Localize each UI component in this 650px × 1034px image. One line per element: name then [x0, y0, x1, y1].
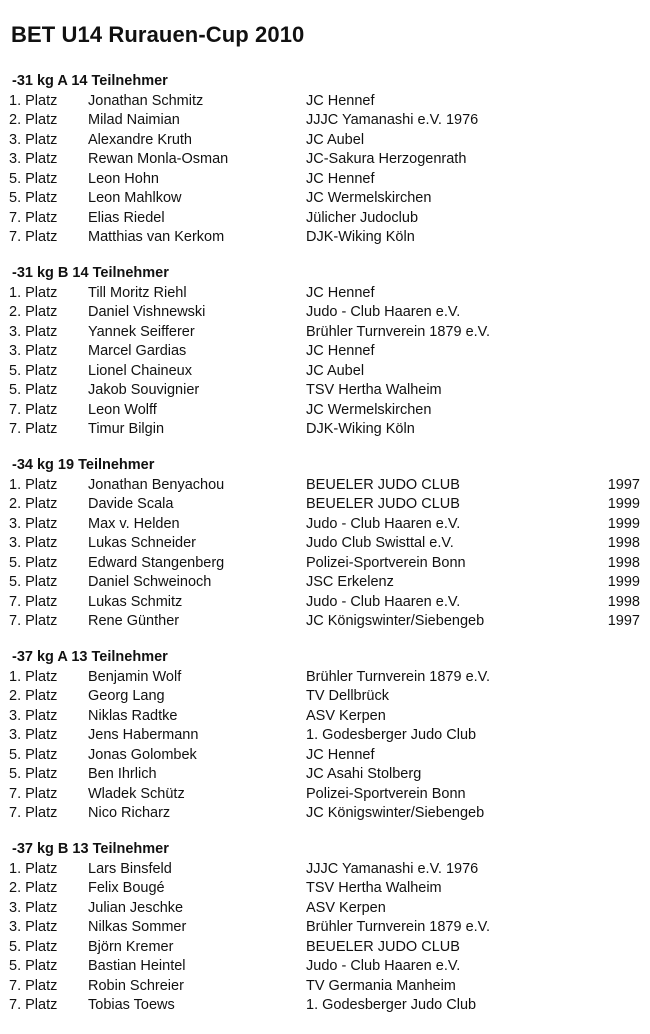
place-cell: 3. Platz [9, 131, 58, 148]
birth-year-cell: 1997 [607, 476, 640, 493]
result-row [0, 303, 650, 323]
place-cell: 7. Platz [9, 805, 58, 821]
result-row [0, 879, 650, 899]
place-cell: 5. Platz [9, 190, 58, 206]
place-cell: 5. Platz [9, 574, 58, 590]
result-row [0, 342, 650, 362]
result-row [0, 899, 650, 919]
club-cell: JC Königswinter/Siebengeb [306, 805, 485, 821]
club-cell: 1. Godesberger Judo Club [306, 727, 477, 743]
club-cell: ASV Kerpen [306, 707, 386, 724]
club-cell: TV Dellbrück [306, 688, 389, 704]
club-cell: JJJC Yamanashi e.V. 1976 [306, 860, 479, 877]
club-cell: Judo Club Swisttal e.V. [306, 535, 454, 551]
club-cell: Polizei-Sportverein Bonn [306, 554, 466, 571]
place-cell: 7. Platz [9, 997, 58, 1013]
club-cell: JC Hennef [306, 746, 375, 763]
athlete-name-cell: Björn Kremer [88, 938, 174, 955]
place-cell: 7. Platz [9, 977, 58, 994]
club-cell: Polizei-Sportverein Bonn [306, 785, 466, 802]
place-cell: 5. Platz [9, 746, 58, 763]
athlete-name-cell: Lionel Chaineux [88, 362, 192, 379]
birth-year-cell: 1999 [607, 496, 640, 512]
result-row [0, 554, 650, 574]
club-cell: JC Hennef [306, 284, 375, 301]
weight-class-section [0, 840, 650, 1016]
place-cell: 7. Platz [9, 209, 58, 226]
result-row [0, 726, 650, 746]
athlete-name-cell: Daniel Vishnewski [88, 304, 206, 320]
club-cell: JSC Erkelenz [306, 574, 394, 590]
weight-class-heading: -31 kg B 14 Teilnehmer [12, 265, 169, 281]
athlete-name-cell: Lukas Schneider [88, 535, 197, 551]
result-row [0, 804, 650, 824]
weight-class-heading: -31 kg A 14 Teilnehmer [12, 73, 168, 89]
place-cell: 2. Platz [9, 880, 58, 896]
place-cell: 1. Platz [9, 284, 58, 301]
place-cell: 3. Platz [9, 343, 58, 359]
weight-class-section [0, 264, 650, 440]
athlete-name-cell: Ben Ihrlich [88, 766, 157, 782]
club-cell: TV Germania Manheim [306, 977, 456, 994]
place-cell: 1. Platz [9, 668, 58, 685]
athlete-name-cell: Jakob Souvignier [88, 382, 200, 398]
athlete-name-cell: Daniel Schweinoch [88, 574, 212, 590]
place-cell: 3. Platz [9, 515, 58, 532]
weight-class-section [0, 456, 650, 632]
result-row [0, 401, 650, 421]
club-cell: Brühler Turnverein 1879 e.V. [306, 919, 491, 935]
club-cell: Judo - Club Haaren e.V. [306, 593, 461, 610]
result-row [0, 534, 650, 554]
club-cell: Brühler Turnverein 1879 e.V. [306, 323, 491, 340]
athlete-name-cell: Elias Riedel [88, 209, 165, 226]
result-row [0, 785, 650, 805]
athlete-name-cell: Georg Lang [88, 688, 165, 704]
athlete-name-cell: Nico Richarz [88, 805, 171, 821]
place-cell: 7. Platz [9, 785, 58, 802]
club-cell: TSV Hertha Walheim [306, 382, 442, 398]
place-cell: 1. Platz [9, 476, 58, 493]
club-cell: DJK-Wiking Köln [306, 421, 415, 437]
weight-class-section [0, 72, 650, 248]
club-cell: BEUELER JUDO CLUB [306, 476, 460, 493]
result-row [0, 918, 650, 938]
athlete-name-cell: Jonathan Benyachou [88, 476, 225, 493]
athlete-name-cell: Lars Binsfeld [88, 860, 172, 877]
athlete-name-cell: Benjamin Wolf [88, 668, 182, 685]
result-row [0, 362, 650, 382]
place-cell: 3. Platz [9, 535, 58, 551]
result-row [0, 189, 650, 209]
club-cell: JC Hennef [306, 343, 375, 359]
place-cell: 7. Platz [9, 421, 58, 437]
place-cell: 3. Platz [9, 151, 58, 167]
result-row [0, 996, 650, 1016]
birth-year-cell: 1998 [607, 593, 640, 610]
club-cell: Jülicher Judoclub [306, 209, 419, 226]
club-cell: JC Asahi Stolberg [306, 766, 422, 782]
weight-class-heading: -34 kg 19 Teilnehmer [12, 457, 155, 473]
athlete-name-cell: Bastian Heintel [88, 958, 186, 974]
page-title: BET U14 Rurauen-Cup 2010 [11, 22, 305, 47]
result-row [0, 957, 650, 977]
result-row [0, 381, 650, 401]
club-cell: JC-Sakura Herzogenrath [306, 151, 467, 167]
athlete-name-cell: Lukas Schmitz [88, 593, 183, 610]
athlete-name-cell: Felix Bougé [88, 880, 165, 896]
result-row [0, 938, 650, 958]
athlete-name-cell: Julian Jeschke [88, 899, 184, 916]
club-cell: ASV Kerpen [306, 899, 386, 916]
athlete-name-cell: Max v. Helden [88, 515, 180, 532]
club-cell: JC Aubel [306, 131, 365, 148]
athlete-name-cell: Marcel Gardias [88, 343, 187, 359]
place-cell: 3. Platz [9, 707, 58, 724]
result-row [0, 170, 650, 190]
club-cell: JC Königswinter/Siebengeb [306, 613, 485, 629]
athlete-name-cell: Yannek Seifferer [88, 323, 195, 340]
place-cell: 5. Platz [9, 554, 58, 571]
birth-year-cell: 1999 [607, 574, 640, 590]
club-cell: BEUELER JUDO CLUB [306, 938, 460, 955]
athlete-name-cell: Jens Habermann [88, 727, 199, 743]
club-cell: JC Aubel [306, 362, 365, 379]
place-cell: 7. Platz [9, 229, 58, 245]
athlete-name-cell: Matthias van Kerkom [88, 229, 225, 245]
club-cell: JC Wermelskirchen [306, 190, 432, 206]
place-cell: 7. Platz [9, 613, 58, 629]
birth-year-cell: 1999 [607, 515, 640, 532]
place-cell: 5. Platz [9, 958, 58, 974]
athlete-name-cell: Leon Wolff [88, 401, 157, 418]
athlete-name-cell: Niklas Radtke [88, 707, 178, 724]
club-cell: JJJC Yamanashi e.V. 1976 [306, 112, 479, 128]
athlete-name-cell: Leon Mahlkow [88, 190, 182, 206]
result-row [0, 284, 650, 304]
result-row [0, 746, 650, 766]
birth-year-cell: 1998 [607, 535, 640, 551]
place-cell: 3. Platz [9, 919, 58, 935]
athlete-name-cell: Edward Stangenberg [88, 554, 225, 571]
club-cell: JC Wermelskirchen [306, 401, 432, 418]
result-row [0, 977, 650, 997]
place-cell: 7. Platz [9, 593, 58, 610]
result-row [0, 612, 650, 632]
result-row [0, 323, 650, 343]
club-cell: 1. Godesberger Judo Club [306, 997, 477, 1013]
weight-class-section [0, 648, 650, 824]
athlete-name-cell: Nilkas Sommer [88, 919, 187, 935]
athlete-name-cell: Leon Hohn [88, 170, 159, 187]
weight-class-heading: -37 kg B 13 Teilnehmer [12, 841, 169, 857]
athlete-name-cell: Jonas Golombek [88, 746, 197, 763]
athlete-name-cell: Rene Günther [88, 613, 180, 629]
result-row [0, 150, 650, 170]
result-row [0, 228, 650, 248]
result-row [0, 209, 650, 229]
place-cell: 3. Platz [9, 727, 58, 743]
athlete-name-cell: Jonathan Schmitz [88, 92, 204, 109]
place-cell: 5. Platz [9, 382, 58, 398]
place-cell: 2. Platz [9, 688, 58, 704]
club-cell: Brühler Turnverein 1879 e.V. [306, 668, 491, 685]
result-row [0, 111, 650, 131]
result-row [0, 420, 650, 440]
place-cell: 2. Platz [9, 496, 58, 512]
club-cell: JC Hennef [306, 92, 375, 109]
place-cell: 2. Platz [9, 112, 58, 128]
place-cell: 5. Platz [9, 938, 58, 955]
place-cell: 5. Platz [9, 362, 58, 379]
place-cell: 3. Platz [9, 899, 58, 916]
club-cell: BEUELER JUDO CLUB [306, 496, 460, 512]
birth-year-cell: 1998 [607, 554, 640, 571]
athlete-name-cell: Wladek Schütz [88, 785, 185, 802]
result-row [0, 476, 650, 496]
athlete-name-cell: Milad Naimian [88, 112, 180, 128]
club-cell: Judo - Club Haaren e.V. [306, 515, 461, 532]
club-cell: Judo - Club Haaren e.V. [306, 304, 461, 320]
athlete-name-cell: Alexandre Kruth [88, 131, 192, 148]
athlete-name-cell: Rewan Monla-Osman [88, 151, 229, 167]
athlete-name-cell: Till Moritz Riehl [88, 284, 187, 301]
result-row [0, 860, 650, 880]
result-row [0, 765, 650, 785]
result-row [0, 495, 650, 515]
place-cell: 3. Platz [9, 323, 58, 340]
place-cell: 1. Platz [9, 92, 58, 109]
result-row [0, 707, 650, 727]
place-cell: 5. Platz [9, 766, 58, 782]
place-cell: 5. Platz [9, 170, 58, 187]
result-row [0, 593, 650, 613]
place-cell: 1. Platz [9, 860, 58, 877]
club-cell: DJK-Wiking Köln [306, 229, 415, 245]
athlete-name-cell: Davide Scala [88, 496, 174, 512]
weight-class-heading: -37 kg A 13 Teilnehmer [12, 649, 168, 665]
result-row [0, 668, 650, 688]
athlete-name-cell: Timur Bilgin [88, 421, 165, 437]
place-cell: 7. Platz [9, 401, 58, 418]
birth-year-cell: 1997 [607, 613, 640, 629]
result-row [0, 573, 650, 593]
result-row [0, 92, 650, 112]
result-row [0, 131, 650, 151]
club-cell: JC Hennef [306, 170, 375, 187]
result-row [0, 687, 650, 707]
athlete-name-cell: Tobias Toews [88, 997, 175, 1013]
club-cell: TSV Hertha Walheim [306, 880, 442, 896]
results-list [0, 72, 650, 1032]
result-row [0, 515, 650, 535]
athlete-name-cell: Robin Schreier [88, 977, 184, 994]
place-cell: 2. Platz [9, 304, 58, 320]
club-cell: Judo - Club Haaren e.V. [306, 958, 461, 974]
